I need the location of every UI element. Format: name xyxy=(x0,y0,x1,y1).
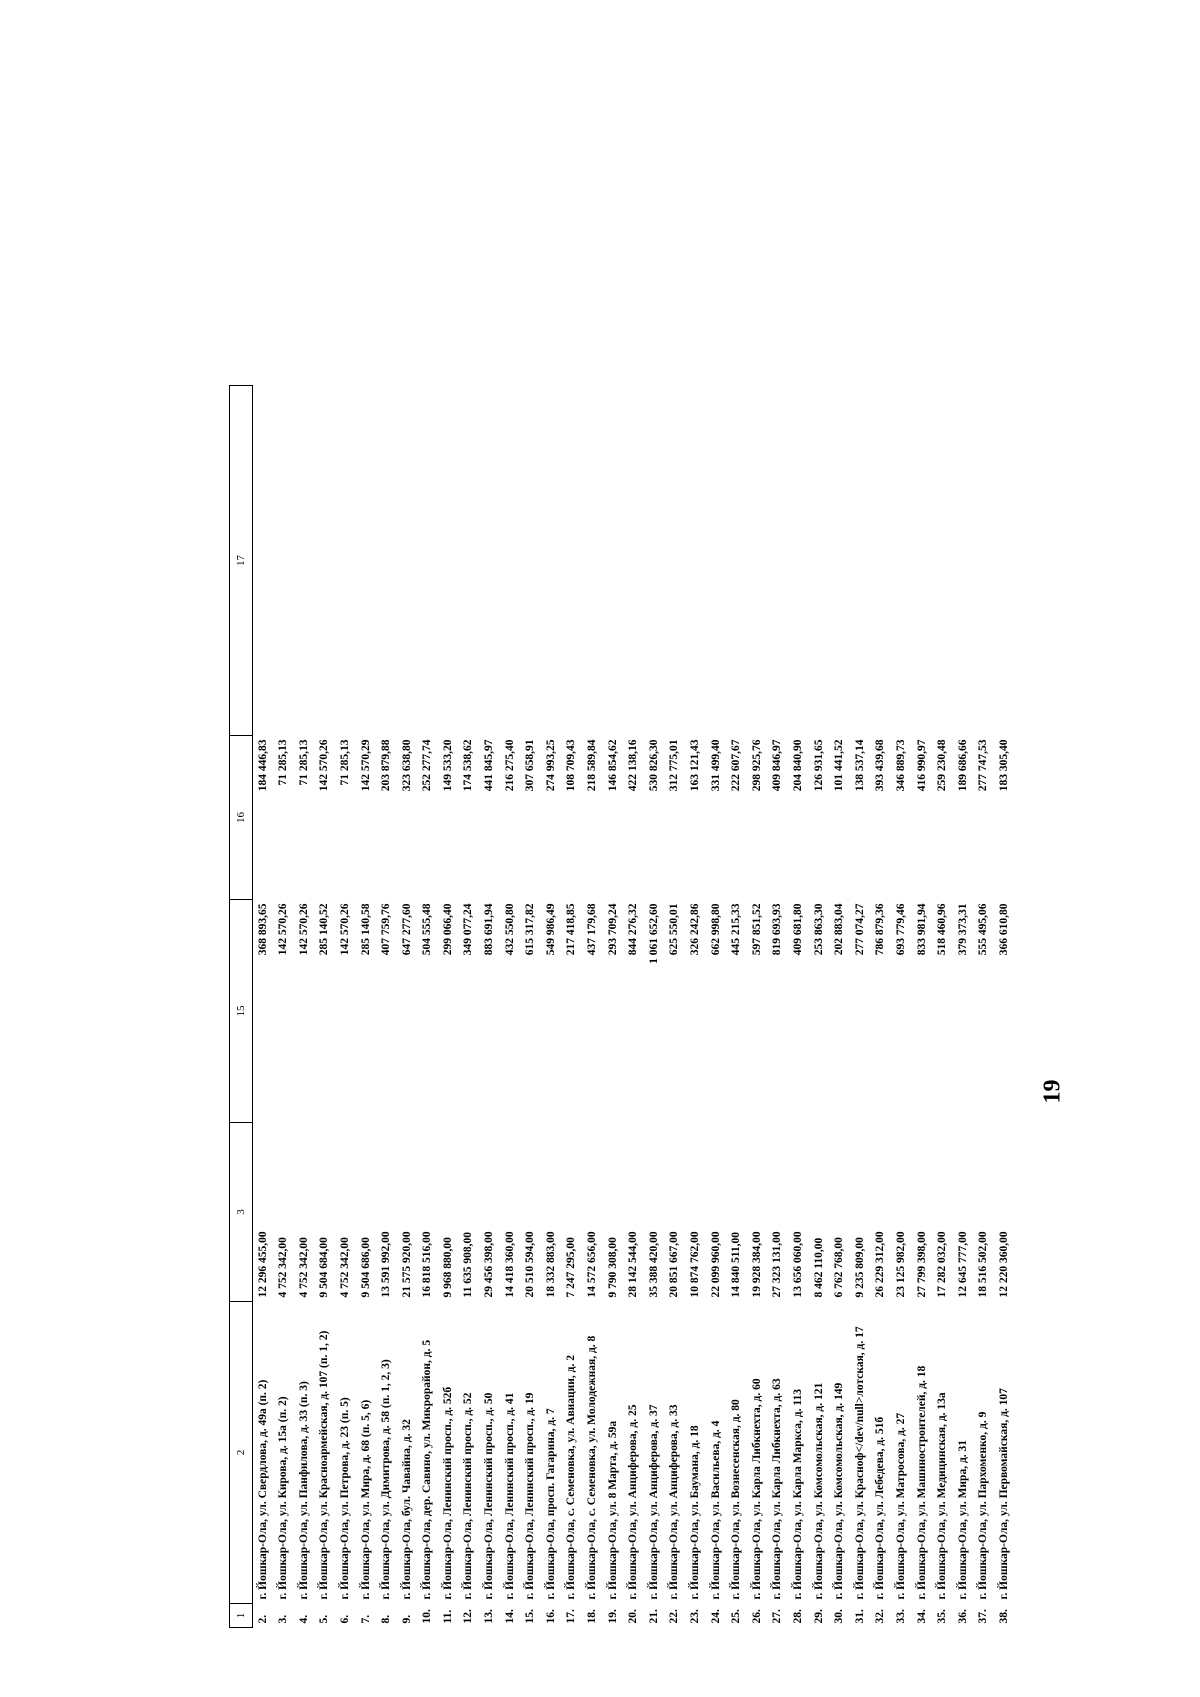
header-col-2: 2 xyxy=(230,1302,253,1604)
row-number: 12. xyxy=(462,1609,475,1624)
col17-cell xyxy=(830,386,851,736)
col17-cell xyxy=(891,386,912,736)
cost-cell: 11 635 908,00 xyxy=(462,1232,475,1298)
cost-cell: 14 840 511,00 xyxy=(730,1232,743,1298)
cost-cell: 29 456 398,00 xyxy=(483,1231,496,1298)
address-cell: г. Йошкар-Ола, ул. Карла Либкнехта, д. 63 xyxy=(771,1378,784,1600)
col15-cell: 285 140,52 xyxy=(318,903,331,956)
rotated-table-wrapper xyxy=(229,178,1010,1628)
col16-cell: 441 845,97 xyxy=(483,739,496,792)
table-row xyxy=(871,386,892,1628)
col15-cell: 142 570,26 xyxy=(297,903,310,956)
col16-cell: 416 990,97 xyxy=(915,739,928,792)
cost-cell: 9 968 880,00 xyxy=(441,1237,454,1298)
row-number: 4. xyxy=(297,1614,310,1624)
col15-cell: 285 140,58 xyxy=(359,903,372,956)
table-row xyxy=(994,386,1015,1628)
row-number: 23. xyxy=(689,1609,702,1624)
col16-cell: 149 533,20 xyxy=(441,739,454,792)
address-cell: г. Йошкар-Ола, ул. Медицинская, д. 13а xyxy=(936,1392,949,1600)
page-number: 19 xyxy=(1039,1079,1066,1104)
col15-cell: 844 276,32 xyxy=(627,903,640,956)
table-row xyxy=(583,386,604,1628)
col16-cell: 216 275,40 xyxy=(503,739,516,792)
address-cell: г. Йошкар-Ола, ул. Анциферова, д. 25 xyxy=(627,1404,640,1600)
cost-cell: 9 790 308,00 xyxy=(606,1237,619,1298)
col15-cell: 549 986,49 xyxy=(544,903,557,956)
col17-cell xyxy=(685,386,706,736)
col17-cell xyxy=(356,386,377,736)
header-col-3: 3 xyxy=(230,1123,253,1302)
col15-cell: 299 066,40 xyxy=(441,903,454,956)
col16-cell: 101 441,52 xyxy=(833,739,846,792)
col17-cell xyxy=(315,386,336,736)
col17-cell xyxy=(953,386,974,736)
address-cell: г. Йошкар-Ола, ул. 8 Марта, д. 59а xyxy=(606,1420,619,1600)
row-number: 7. xyxy=(359,1614,372,1624)
cost-cell: 18 516 502,00 xyxy=(977,1231,990,1298)
col15-cell: 693 779,46 xyxy=(894,903,907,956)
row-number: 33. xyxy=(894,1609,907,1624)
row-number: 14. xyxy=(503,1609,516,1624)
col15-cell: 277 074,27 xyxy=(853,903,866,956)
address-cell: г. Йошкар-Ола, Ленинский просп., д. 52б xyxy=(441,1386,454,1600)
col15-cell: 625 550,01 xyxy=(668,903,681,956)
table-row xyxy=(377,386,398,1628)
table-row xyxy=(850,386,871,1628)
col16-cell: 71 285,13 xyxy=(277,739,290,786)
row-number: 25. xyxy=(730,1609,743,1624)
col15-cell: 368 893,65 xyxy=(256,903,269,956)
row-number: 24. xyxy=(709,1609,722,1624)
cost-cell: 27 799 398,00 xyxy=(915,1231,928,1298)
table-row xyxy=(747,386,768,1628)
col15-cell: 253 863,30 xyxy=(812,903,825,956)
address-cell: г. Йошкар-Ола, ул. Комсомольская, д. 121 xyxy=(812,1382,825,1600)
table-row xyxy=(521,386,542,1628)
row-number: 13. xyxy=(483,1609,496,1624)
row-number: 32. xyxy=(874,1609,887,1624)
col15-cell: 407 759,76 xyxy=(380,903,393,956)
table-row xyxy=(274,386,295,1628)
col16-cell: 71 285,13 xyxy=(338,739,351,786)
address-cell: г. Йошкар-Ола, ул. Мира, д. 68 (п. 5, 6) xyxy=(359,1399,372,1600)
cost-cell: 12 220 360,00 xyxy=(997,1231,1010,1298)
address-cell: г. Йошкар-Ола, ул. Карла Либкнехта, д. 60 xyxy=(750,1378,763,1600)
address-cell: г. Йошкар-Ола, ул. Комсомольская, д. 149 xyxy=(833,1382,846,1600)
col16-cell: 142 570,29 xyxy=(359,739,372,792)
address-cell: г. Йошкар-Ола, ул. Васильева, д. 4 xyxy=(709,1420,722,1600)
col17-cell xyxy=(418,386,439,736)
col15-cell: 786 879,36 xyxy=(874,903,887,956)
col16-cell: 138 537,14 xyxy=(853,739,866,792)
col17-cell xyxy=(624,386,645,736)
col15-cell: 409 681,80 xyxy=(791,903,804,956)
cost-cell: 6 762 768,00 xyxy=(833,1237,846,1298)
row-number: 20. xyxy=(627,1609,640,1624)
col16-cell: 307 658,91 xyxy=(524,739,537,792)
row-number: 6. xyxy=(338,1614,351,1624)
cost-cell: 8 462 110,00 xyxy=(812,1237,825,1298)
col16-cell: 331 499,40 xyxy=(709,739,722,792)
cost-cell: 20 510 594,00 xyxy=(524,1231,537,1298)
cost-cell: 35 388 420,00 xyxy=(647,1231,660,1298)
header-row xyxy=(230,386,253,1628)
cost-cell: 27 323 131,00 xyxy=(771,1231,784,1298)
col16-cell: 298 925,76 xyxy=(750,739,763,792)
col15-cell: 1 061 652,60 xyxy=(647,903,660,964)
col16-cell: 274 993,25 xyxy=(544,739,557,792)
row-number: 27. xyxy=(771,1609,784,1624)
col17-cell xyxy=(912,386,933,736)
table-row xyxy=(397,386,418,1628)
col15-cell: 142 570,26 xyxy=(338,903,351,956)
col16-cell: 142 570,26 xyxy=(318,739,331,792)
table-row xyxy=(788,386,809,1628)
address-cell: г. Йошкар-Ола, ул. Кирова, д. 15а (п. 2) xyxy=(277,1396,290,1600)
address-cell: г. Йошкар-Ола, с. Семеновка, ул. Авиации, д. 2 xyxy=(565,1355,578,1600)
row-number: 21. xyxy=(647,1609,660,1624)
cost-cell: 9 235 809,00 xyxy=(853,1237,866,1298)
address-cell: г. Йошкар-Ола, дер. Савино, ул. Микрорайон, д. 5 xyxy=(421,1339,434,1600)
col15-cell: 202 883,04 xyxy=(833,903,846,956)
address-cell: г. Йошкар-Ола, ул. Анциферова, д. 37 xyxy=(647,1404,660,1600)
col17-cell xyxy=(459,386,480,736)
row-number: 19. xyxy=(606,1609,619,1624)
col17-cell xyxy=(665,386,686,736)
col15-cell: 504 555,48 xyxy=(421,903,434,956)
col15-cell: 445 215,33 xyxy=(730,903,743,956)
address-cell: г. Йошкар-Ола, Ленинский просп., д. 52 xyxy=(462,1392,475,1600)
col17-cell xyxy=(335,386,356,736)
col15-cell: 647 277,60 xyxy=(400,903,413,956)
col16-cell: 108 709,43 xyxy=(565,739,578,792)
col17-cell xyxy=(583,386,604,736)
row-number: 2. xyxy=(256,1614,269,1624)
row-number: 18. xyxy=(586,1609,599,1624)
cost-cell: 26 229 312,00 xyxy=(874,1231,887,1298)
col16-cell: 183 305,40 xyxy=(997,739,1010,792)
col16-cell: 393 439,68 xyxy=(874,739,887,792)
address-cell: г. Йошкар-Ола, просп. Гагарина, д. 7 xyxy=(544,1408,557,1600)
col17-cell xyxy=(994,386,1015,736)
col15-cell: 597 851,52 xyxy=(750,903,763,956)
row-number: 26. xyxy=(750,1609,763,1624)
col17-cell xyxy=(768,386,789,736)
address-cell: г. Йошкар-Ола, Ленинский просп., д. 19 xyxy=(524,1392,537,1600)
table-row xyxy=(809,386,830,1628)
cost-cell: 4 752 342,00 xyxy=(277,1237,290,1298)
row-number: 38. xyxy=(997,1609,1010,1624)
table-row xyxy=(974,386,995,1628)
cost-cell: 28 142 544,00 xyxy=(627,1231,640,1298)
col15-cell: 142 570,26 xyxy=(277,903,290,956)
row-number: 28. xyxy=(791,1609,804,1624)
table-row xyxy=(912,386,933,1628)
col17-cell xyxy=(788,386,809,736)
cost-cell: 4 752 342,00 xyxy=(338,1237,351,1298)
row-number: 8. xyxy=(380,1614,393,1624)
table-body xyxy=(253,386,1015,1628)
cost-cell: 20 851 667,00 xyxy=(668,1231,681,1298)
row-number: 5. xyxy=(318,1614,331,1624)
address-cell: г. Йошкар-Ола, ул. Машиностроителей, д. 18 xyxy=(915,1365,928,1600)
col17-cell xyxy=(500,386,521,736)
address-cell: г. Йошкар-Ола, ул. Анциферова, д. 33 xyxy=(668,1404,681,1600)
address-cell: г. Йошкар-Ола, ул. Петрова, д. 23 (п. 5) xyxy=(338,1397,351,1600)
col17-cell xyxy=(521,386,542,736)
table-row xyxy=(933,386,954,1628)
address-cell: г. Йошкар-Ола, ул. Карла Маркса, д. 113 xyxy=(791,1389,804,1600)
address-cell: г. Йошкар-Ола, бул. Чавайна, д. 32 xyxy=(400,1419,413,1600)
col16-cell: 259 230,48 xyxy=(936,739,949,792)
col15-cell: 615 317,82 xyxy=(524,903,537,956)
cost-cell: 7 247 295,00 xyxy=(565,1237,578,1298)
header-col-17: 17 xyxy=(230,386,253,736)
col17-cell xyxy=(809,386,830,736)
col16-cell: 146 854,62 xyxy=(606,739,619,792)
col16-cell: 71 285,13 xyxy=(297,739,310,786)
table-row xyxy=(480,386,501,1628)
cost-cell: 13 656 060,00 xyxy=(791,1231,804,1298)
table-row xyxy=(644,386,665,1628)
table-row xyxy=(624,386,645,1628)
row-number: 22. xyxy=(668,1609,681,1624)
col16-cell: 346 889,73 xyxy=(894,739,907,792)
table-row xyxy=(665,386,686,1628)
row-number: 36. xyxy=(956,1609,969,1624)
row-number: 35. xyxy=(936,1609,949,1624)
cost-cell: 14 418 360,00 xyxy=(503,1231,516,1298)
cost-cell: 10 874 762,00 xyxy=(689,1231,702,1298)
table-row xyxy=(706,386,727,1628)
col16-cell: 222 607,67 xyxy=(730,739,743,792)
address-cell: г. Йошкар-Ола, ул. Красноф</dev/null>лотская, д. 17 xyxy=(853,1326,866,1600)
col16-cell: 409 846,97 xyxy=(771,739,784,792)
cost-cell: 13 591 992,00 xyxy=(380,1231,393,1298)
col15-cell: 518 460,96 xyxy=(936,903,949,956)
col16-cell: 174 538,62 xyxy=(462,739,475,792)
address-cell: г. Йошкар-Ола, ул. Пархоменко, д. 9 xyxy=(977,1411,990,1600)
cost-cell: 4 752 342,00 xyxy=(297,1237,310,1298)
header-col-15: 15 xyxy=(230,900,253,1123)
cost-cell: 19 928 384,00 xyxy=(750,1231,763,1298)
col17-cell xyxy=(747,386,768,736)
address-cell: г. Йошкар-Ола, Ленинский просп., д. 50 xyxy=(483,1392,496,1600)
address-cell: г. Йошкар-Ола, ул. Красноармейская, д. 107 (п. 1, 2) xyxy=(318,1330,331,1600)
col17-cell xyxy=(871,386,892,736)
cost-cell: 9 504 684,00 xyxy=(318,1237,331,1298)
table-row xyxy=(562,386,583,1628)
col15-cell: 662 998,80 xyxy=(709,903,722,956)
table-row xyxy=(459,386,480,1628)
col17-cell xyxy=(850,386,871,736)
table-row xyxy=(253,386,274,1628)
address-cell: г. Йошкар-Ола, ул. Лебедева, д. 51б xyxy=(874,1416,887,1600)
row-number: 11. xyxy=(441,1609,454,1624)
table-row xyxy=(727,386,748,1628)
col17-cell xyxy=(274,386,295,736)
cost-cell: 21 575 920,00 xyxy=(400,1231,413,1298)
row-number: 31. xyxy=(853,1609,866,1624)
cost-cell: 14 572 656,00 xyxy=(586,1231,599,1298)
col15-cell: 326 242,86 xyxy=(689,903,702,956)
table-row xyxy=(768,386,789,1628)
col17-cell xyxy=(397,386,418,736)
col16-cell: 312 775,01 xyxy=(668,739,681,792)
cost-cell: 18 332 883,00 xyxy=(544,1231,557,1298)
col15-cell: 293 709,24 xyxy=(606,903,619,956)
cost-cell: 23 125 982,00 xyxy=(894,1231,907,1298)
row-number: 17. xyxy=(565,1609,578,1624)
row-number: 37. xyxy=(977,1609,990,1624)
row-number: 15. xyxy=(524,1609,537,1624)
col16-cell: 323 638,80 xyxy=(400,739,413,792)
col15-cell: 819 693,93 xyxy=(771,903,784,956)
col17-cell xyxy=(253,386,274,736)
col15-cell: 437 179,68 xyxy=(586,903,599,956)
table-row xyxy=(891,386,912,1628)
col17-cell xyxy=(377,386,398,736)
header-col-1: 1 xyxy=(230,1604,253,1628)
table-row xyxy=(438,386,459,1628)
col16-cell: 204 840,90 xyxy=(791,739,804,792)
col16-cell: 218 589,84 xyxy=(586,739,599,792)
col17-cell xyxy=(562,386,583,736)
row-number: 3. xyxy=(277,1614,290,1624)
address-cell: г. Йошкар-Ола, с. Семеновка, ул. Молодежная, д. 8 xyxy=(586,1335,599,1600)
col16-cell: 184 446,83 xyxy=(256,739,269,792)
col15-cell: 883 691,94 xyxy=(483,903,496,956)
col15-cell: 379 373,31 xyxy=(956,903,969,956)
col17-cell xyxy=(603,386,624,736)
col16-cell: 530 826,30 xyxy=(647,739,660,792)
table-row xyxy=(500,386,521,1628)
col15-cell: 432 550,80 xyxy=(503,903,516,956)
table-row xyxy=(418,386,439,1628)
col15-cell: 555 495,06 xyxy=(977,903,990,956)
row-number: 34. xyxy=(915,1609,928,1624)
col17-cell xyxy=(294,386,315,736)
col16-cell: 163 121,43 xyxy=(689,739,702,792)
table-row xyxy=(541,386,562,1628)
col17-cell xyxy=(727,386,748,736)
row-number: 29. xyxy=(812,1609,825,1624)
table-row xyxy=(315,386,336,1628)
col15-cell: 833 981,94 xyxy=(915,903,928,956)
cost-cell: 9 504 686,00 xyxy=(359,1237,372,1298)
col17-cell xyxy=(706,386,727,736)
cost-cell: 12 645 777,00 xyxy=(956,1231,969,1298)
col16-cell: 422 138,16 xyxy=(627,739,640,792)
row-number: 10. xyxy=(421,1609,434,1624)
col15-cell: 366 610,80 xyxy=(997,903,1010,956)
col15-cell: 217 418,85 xyxy=(565,903,578,956)
table-row xyxy=(356,386,377,1628)
header-col-16: 16 xyxy=(230,736,253,900)
table-row xyxy=(603,386,624,1628)
col15-cell: 349 077,24 xyxy=(462,903,475,956)
col16-cell: 126 931,65 xyxy=(812,739,825,792)
address-cell: г. Йошкар-Ола, ул. Матросова, д. 27 xyxy=(894,1412,907,1600)
table-row xyxy=(294,386,315,1628)
col17-cell xyxy=(974,386,995,736)
address-cell: г. Йошкар-Ола, ул. Вознесенская, д. 80 xyxy=(730,1399,743,1600)
cost-cell: 22 099 960,00 xyxy=(709,1231,722,1298)
address-cell: г. Йошкар-Ола, ул. Димитрова, д. 58 (п. 1, 2, 3) xyxy=(380,1359,393,1600)
col17-cell xyxy=(644,386,665,736)
table-row xyxy=(685,386,706,1628)
address-cell: г. Йошкар-Ола, ул. Панфилова, д. 33 (п. 3) xyxy=(297,1381,310,1600)
col17-cell xyxy=(438,386,459,736)
col17-cell xyxy=(480,386,501,736)
row-number: 16. xyxy=(544,1609,557,1624)
address-cell: г. Йошкар-Ола, Ленинский просп., д. 41 xyxy=(503,1392,516,1600)
row-number: 9. xyxy=(400,1614,413,1624)
table-row xyxy=(335,386,356,1628)
col16-cell: 277 747,53 xyxy=(977,739,990,792)
table-row xyxy=(953,386,974,1628)
col17-cell xyxy=(933,386,954,736)
address-cell: г. Йошкар-Ола, ул. Баумана, д. 18 xyxy=(689,1425,702,1600)
table-row xyxy=(830,386,851,1628)
address-cell: г. Йошкар-Ола, ул. Мира, д. 31 xyxy=(956,1439,969,1600)
address-cell: г. Йошкар-Ола, ул. Первомайская, д. 107 xyxy=(997,1388,1010,1600)
cost-cell: 12 296 455,00 xyxy=(256,1231,269,1298)
data-table xyxy=(229,385,1015,1628)
col16-cell: 189 686,66 xyxy=(956,739,969,792)
col16-cell: 252 277,74 xyxy=(421,739,434,792)
cost-cell: 17 282 032,00 xyxy=(936,1231,949,1298)
address-cell: г. Йошкар-Ола, ул. Свердлова, д. 49а (п. 2) xyxy=(256,1379,269,1600)
row-number: 30. xyxy=(833,1609,846,1624)
cost-cell: 16 818 516,00 xyxy=(421,1231,434,1298)
col16-cell: 203 879,88 xyxy=(380,739,393,792)
col17-cell xyxy=(541,386,562,736)
